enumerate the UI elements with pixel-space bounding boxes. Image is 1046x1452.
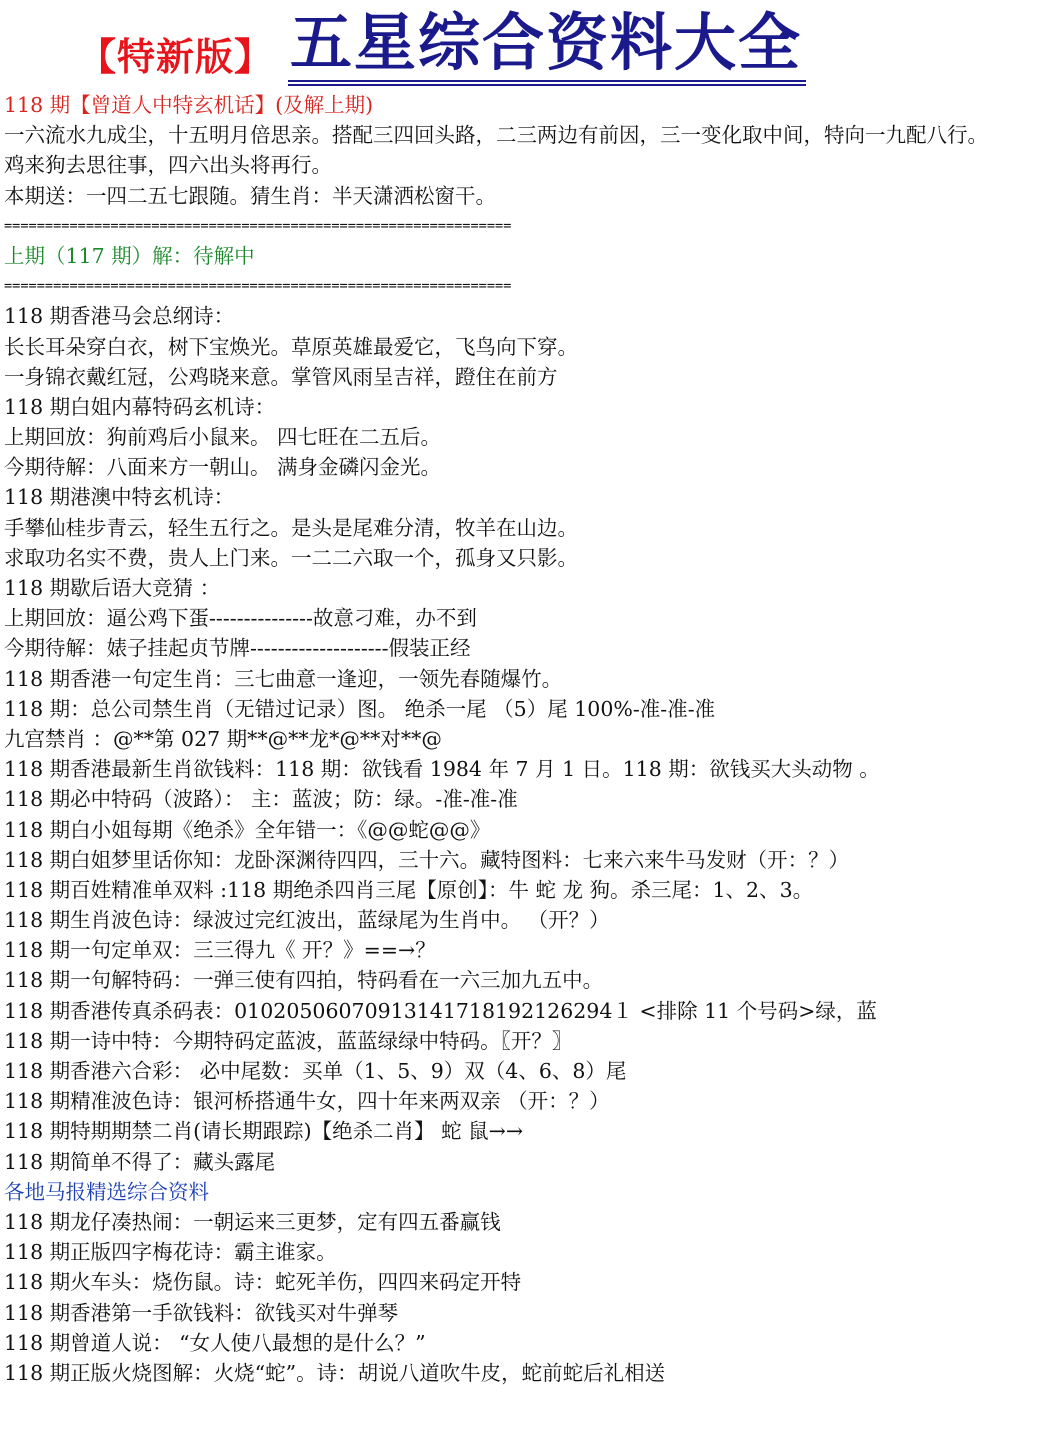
text-line: 118 期必中特码（波路）： 主：蓝波；防：绿。-准-准-准 [4,787,518,812]
text-line: 118 期香港第一手欲钱料：欲钱买对牛弹琴 [4,1300,399,1325]
text-line: 118 期白姐梦里话你知：龙卧深渊待四四，三十六。藏特图料：七来六来牛马发财（开：？） [4,847,850,872]
text-line: 118 期白小姐每期《绝杀》全年错一：《@@蛇@@》 [4,817,491,842]
text-line: 九宫禁肖 ：@**第 027 期**@**龙*@**对**@ [4,726,442,751]
text-line: 118 期香港六合彩： 必中尾数：买单（1、5、9）双（4、6、8）尾 [4,1059,627,1084]
text-line: 118 期歇后语大竞猜 ： [4,576,221,601]
text-line: 本期送：一四二五七跟随。猜生肖：半天潇洒松窗干。 [4,183,496,208]
text-line: 118 期一诗中特：今期特码定蓝波，蓝蓝绿绿中特码。〖开？〗 [4,1028,573,1053]
page-header [0,0,1046,92]
text-line: 118 期曾道人说： “女人使八最想的是什么？” [4,1330,426,1355]
text-line: 118 期香港马会总纲诗： [4,304,235,329]
text-line: 118 期香港传真杀码表：01020506070913141718192126294１ <排除 11 个号码>绿，蓝 [4,998,877,1023]
text-line: 118 期精准波色诗：银河桥搭通牛女，四十年来两双亲 （开：？） [4,1089,610,1114]
text-line: 手攀仙桂步青云，轻生五行之。是头是尾难分清，牧羊在山边。 [4,515,578,540]
text-line: 长长耳朵穿白衣，树下宝焕光。草原英雄最爱它，飞鸟向下穿。 [4,334,578,359]
text-line: 求取功名实不费，贵人上门来。一二二六取一个，孤身又只影。 [4,545,578,570]
text-line: 118 期港澳中特玄机诗： [4,485,235,510]
text-line: 118 期生肖波色诗：绿波过完红波出，蓝绿尾为生肖中。 （开？） [4,908,610,933]
text-line: 118 期：总公司禁生肖（无错过记录）图。 绝杀一尾 （5）尾 100%-准-准-准 [4,696,716,721]
text-line: 118 期一句定单双：三三得九《 开？》==→？ [4,938,436,963]
text-line: 上期（117 期）解：待解中 [4,243,255,268]
text-line: 118 期正版四字梅花诗：霸主谁家。 [4,1240,337,1265]
text-line: 一身锦衣戴红冠，公鸡晓来意。掌管风雨呈吉祥，蹬住在前方 [4,364,558,389]
text-line: 118 期龙仔凑热闹：一朝运来三更梦，定有四五番赢钱 [4,1209,501,1234]
document-body [4,90,1044,1388]
text-line: 118 期火车头：烧伤鼠。诗：蛇死羊伤，四四来码定开特 [4,1270,522,1295]
text-line: 上期回放：狗前鸡后小鼠来。 四七旺在二五后。 [4,425,442,450]
text-line: 118 期【曾道人中特玄机话】(及解上期) [4,93,374,117]
text-line: 各地马报精选综合资料 [4,1179,209,1204]
text-line: 上期回放：逼公鸡下蛋---------------故意刁难，办不到 [4,606,477,631]
text-line: 118 期简单不得了：藏头露尾 [4,1149,276,1174]
text-line: 118 期特期期禁二肖(请长期跟踪)【绝杀二肖】 蛇 鼠→→ [4,1119,524,1144]
separator-line: ============================================================== [4,278,512,295]
page-title: 五星综合资料大全 [288,6,806,86]
text-line: 118 期一句解特码：一弹三使有四拍，特码看在一六三加九五中。 [4,968,604,993]
text-line: 118 期正版火烧图解：火烧“蛇”。诗：胡说八道吹牛皮，蛇前蛇后礼相送 [4,1360,666,1385]
text-line: 118 期百姓精准单双料 :118 期绝杀四肖三尾【原创】：牛 蛇 龙 狗。杀三尾：1、2、3。 [4,877,814,902]
text-line: 今期待解：八面来方一朝山。 满身金磷闪金光。 [4,455,442,480]
separator-line: ============================================================== [4,217,512,234]
text-line: 鸡来狗去思往事，四六出头将再行。 [4,153,332,178]
text-line: 118 期香港一句定生肖：三七曲意一逢迎，一领先春随爆竹。 [4,666,563,691]
text-line: 118 期白姐内幕特码玄机诗： [4,394,276,419]
text-line: 今期待解：婊子挂起贞节牌--------------------假装正经 [4,636,471,661]
edition-badge: 【特新版】 [78,35,274,79]
text-line: 一六流水九成尘，十五明月倍思亲。搭配三四回头路，二三两边有前因，三一变化取中间，特向一九配八行。 [4,123,988,148]
text-line: 118 期香港最新生肖欲钱料：118 期：欲钱看 1984 年 7 月 1 日。118 期：欲钱买大头动物 。 [4,757,880,782]
